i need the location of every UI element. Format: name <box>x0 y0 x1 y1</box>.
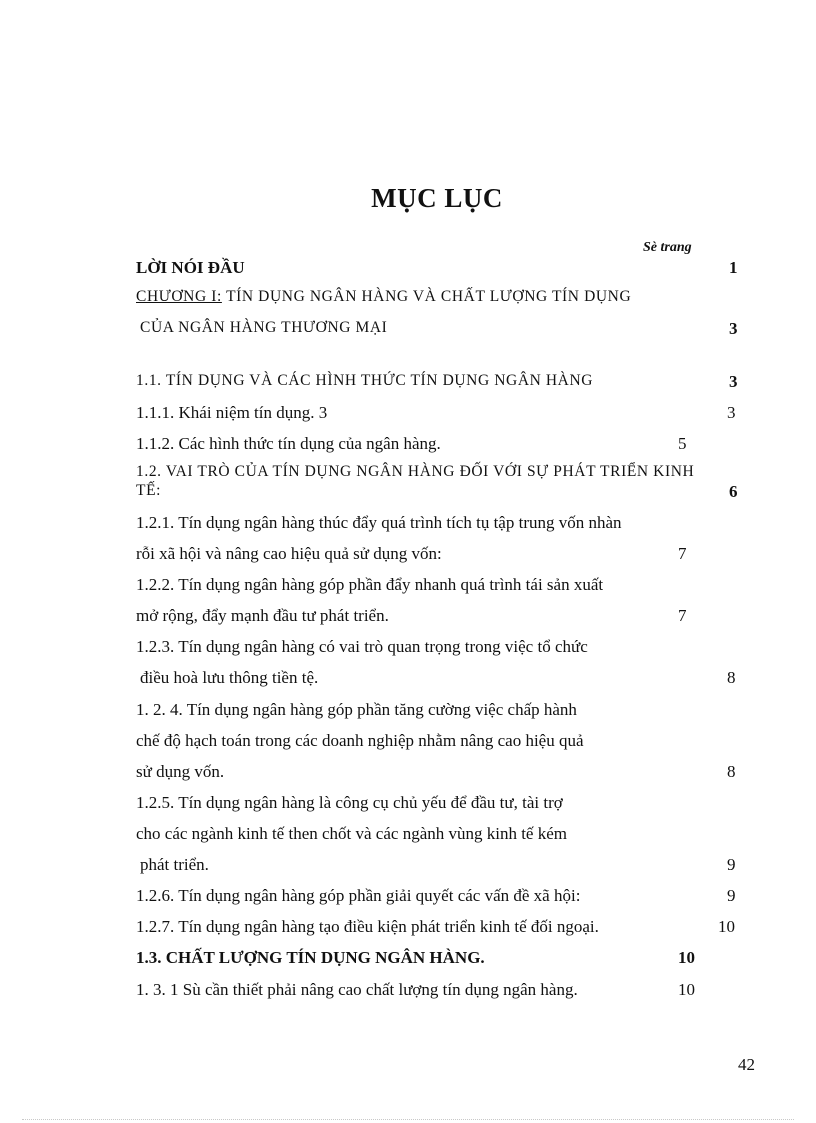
toc-entry-1-2-5[interactable]: 1.2.5. Tín dụng ngân hàng là công cụ chủ yếu để đầu tư, tài trợ <box>136 793 563 812</box>
toc-page-number: 3 <box>727 403 736 422</box>
toc-page-number: 8 <box>727 668 736 687</box>
toc-entry-1-3-1[interactable]: 1. 3. 1 Sù cần thiết phải nâng cao chất lượng tín dụng ngân hàng. <box>136 980 578 999</box>
toc-entry-section-1-2-line2: TẾ: <box>136 482 162 499</box>
chapter-prefix: CHƯƠNG I: <box>136 288 222 305</box>
toc-entry-1-2-2[interactable]: 1.2.2. Tín dụng ngân hàng góp phần đẩy nhanh quá trình tái sản xuất <box>136 575 604 594</box>
toc-page-number: 1 <box>729 258 738 277</box>
toc-entry-1-1-1[interactable]: 1.1.1. Khái niệm tín dụng. 3 <box>136 403 328 422</box>
chapter-title: TÍN DỤNG NGÂN HÀNG VÀ CHẤT LƯỢNG TÍN DỤNG <box>221 288 632 305</box>
toc-entry-preface[interactable]: LỜI NÓI ĐẦU <box>136 258 245 277</box>
toc-entry-1-2-5-line3: phát triển. <box>140 855 209 874</box>
toc-page-number: 8 <box>727 762 736 781</box>
toc-page-number: 5 <box>678 434 687 453</box>
toc-page-number: 10 <box>678 948 695 967</box>
toc-entry-section-1-3[interactable]: 1.3. CHẤT LƯỢNG TÍN DỤNG NGÂN HÀNG. <box>136 948 485 967</box>
toc-entry-1-2-7[interactable]: 1.2.7. Tín dụng ngân hàng tạo điều kiện phát triển kinh tế đối ngoại. <box>136 917 599 936</box>
toc-entry-1-2-3-line2: điều hoà lưu thông tiền tệ. <box>140 668 319 687</box>
toc-page-number: 10 <box>718 917 735 936</box>
toc-page-number: 9 <box>727 855 736 874</box>
toc-entry-1-2-6[interactable]: 1.2.6. Tín dụng ngân hàng góp phần giải quyết các vấn đề xã hội: <box>136 886 581 905</box>
toc-page-number: 3 <box>729 319 738 338</box>
toc-entry-1-2-1-line2: rỗi xã hội và nâng cao hiệu quả sử dụng vốn: <box>136 544 442 563</box>
toc-page-number: 3 <box>729 372 738 391</box>
toc-entry-1-2-1[interactable]: 1.2.1. Tín dụng ngân hàng thúc đẩy quá trình tích tụ tập trung vốn nhàn <box>136 513 622 532</box>
toc-page-number: 6 <box>729 482 738 501</box>
footer-page-number: 42 <box>738 1055 755 1074</box>
toc-entry-section-1-1[interactable]: 1.1. TÍN DỤNG VÀ CÁC HÌNH THỨC TÍN DỤNG NGÂN HÀNG <box>136 372 594 389</box>
page-column-label: Sè trang <box>643 240 692 255</box>
toc-entry-1-2-4-line2: chế độ hạch toán trong các doanh nghiệp nhằm nâng cao hiệu quả <box>136 731 584 750</box>
toc-entry-1-2-2-line2: mở rộng, đẩy mạnh đầu tư phát triển. <box>136 606 389 625</box>
toc-entry-chapter-1[interactable] <box>136 288 631 306</box>
toc-entry-1-2-3[interactable]: 1.2.3. Tín dụng ngân hàng có vai trò quan trọng trong việc tổ chức <box>136 637 588 656</box>
page-bottom-divider <box>22 1119 794 1120</box>
toc-page-number: 7 <box>678 606 687 625</box>
toc-entry-1-2-4[interactable]: 1. 2. 4. Tín dụng ngân hàng góp phần tăng cường việc chấp hành <box>136 700 577 719</box>
toc-entry-section-1-2[interactable]: 1.2. VAI TRÒ CỦA TÍN DỤNG NGÂN HÀNG ĐỐI VỚI SỰ PHÁT TRIỂN KINH <box>136 463 695 480</box>
toc-entry-chapter-1-line2: CỦA NGÂN HÀNG THƯƠNG MẠI <box>140 319 388 336</box>
toc-entry-1-1-2[interactable]: 1.1.2. Các hình thức tín dụng của ngân hàng. <box>136 434 441 453</box>
toc-page-number: 7 <box>678 544 687 563</box>
toc-page-number: 9 <box>727 886 736 905</box>
toc-page-number: 10 <box>678 980 695 999</box>
toc-entry-1-2-5-line2: cho các ngành kinh tế then chốt và các ngành vùng kinh tế kém <box>136 824 567 843</box>
page-title: MỤC LỤC <box>371 183 503 213</box>
toc-entry-1-2-4-line3: sử dụng vốn. <box>136 762 225 781</box>
